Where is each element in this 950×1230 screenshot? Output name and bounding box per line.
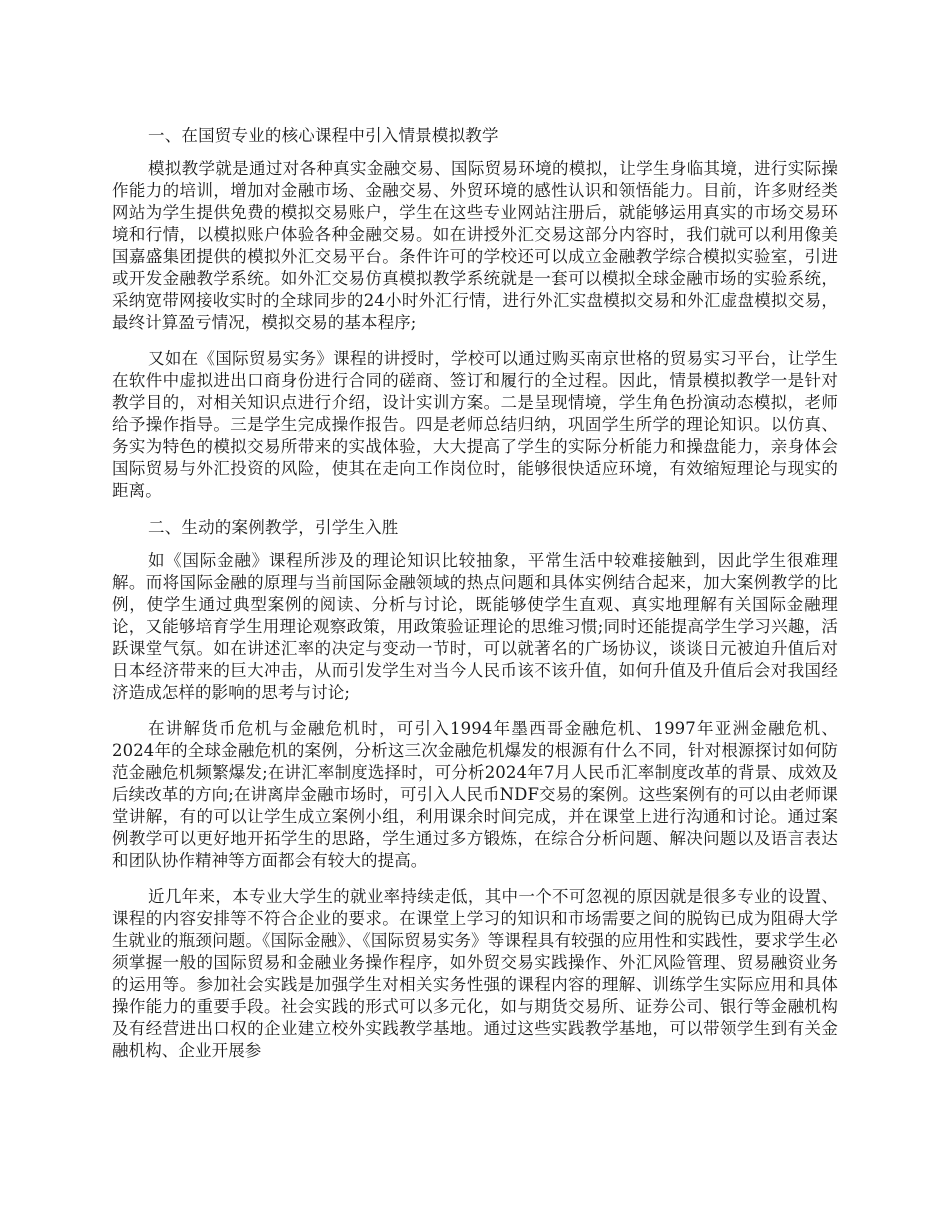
paragraph-3: 如《国际金融》课程所涉及的理论知识比较抽象，平常生活中较难接触到，因此学生很难理解。而将国际金融的原理与当前国际金融领域的热点问题和具体实例结合起来，加大案例教学的比例，使学生通过典型案例的阅读、分析与讨论，既能够使学生直观、真实地理解有关国际金融理论，又能够培育学生用理论观察政策，用政策验证理论的思维习惯;同时还能提高学生学习兴趣，活跃课堂气氛。如在讲述汇率的决定与变动一节时，可以就著名的广场协议，谈谈日元被迫升值后对日本经济带来的巨大冲击，从而引发学生对当今人民币该不该升值，如何升值及升值后会对我国经济造成怎样的影响的思考与讨论;	[112, 551, 838, 702]
paragraph-5: 近几年来，本专业大学生的就业率持续走低，其中一个不可忽视的原因就是很多专业的设置、课程的内容安排等不符合企业的要求。在课堂上学习的知识和市场需要之间的脱钩已成为阻碍大学生就业的瓶颈问题。《国际金融》、《国际贸易实务》等课程具有较强的应用性和实践性，要求学生必须掌握一般的国际贸易和金融业务操作程序，如外贸交易实践操作、外汇风险管理、贸易融资业务的运用等。参加社会实践是加强学生对相关实务性强的课程内容的理解、训练学生实际应用和具体操作能力的重要手段。社会实践的形式可以多元化，如与期货交易所、证券公司、银行等金融机构及有经营进出口权的企业建立校外实践教学基地。通过这些实践教学基地，可以带领学生到有关金融机构、企业开展参	[112, 887, 838, 1060]
section-heading-1: 一、在国贸专业的核心课程中引入情景模拟教学	[148, 126, 499, 145]
paragraph-1: 模拟教学就是通过对各种真实金融交易、国际贸易环境的模拟，让学生身临其境，进行实际操作能力的培训，增加对金融市场、金融交易、外贸环境的感性认识和领悟能力。目前，许多财经类网站为学生提供免费的模拟交易账户，学生在这些专业网站注册后，就能够运用真实的市场交易环境和行情，以模拟账户体验各种金融交易。如在讲授外汇交易这部分内容时，我们就可以利用像美国嘉盛集团提供的模拟外汇交易平台。条件许可的学校还可以成立金融教学综合模拟实验室，引进或开发金融教学系统。如外汇交易仿真模拟教学系统就是一套可以模拟全球金融市场的实验系统，采纳宽带网接收实时的全球同步的24小时外汇行情，进行外汇实盘模拟交易和外汇虚盘模拟交易，最终计算盈亏情况，模拟交易的基本程序;	[112, 159, 838, 332]
paragraph-4: 在讲解货币危机与金融危机时，可引入1994年墨西哥金融危机、1997年亚洲金融危机、2024年的全球金融危机的案例，分析这三次金融危机爆发的根源有什么不同，针对根源探讨如何防范金融危机频繁爆发;在讲汇率制度选择时，可分析2024年7月人民币汇率制度改革的背景、成效及后续改革的方向;在讲离岸金融市场时，可引入人民币NDF交易的案例。这些案例有的可以由老师课堂讲解，有的可以让学生成立案例小组，利用课余时间完成，并在课堂上进行沟通和讨论。通过案例教学可以更好地开拓学生的思路，学生通过多方锻炼，在综合分析问题、解决问题以及语言表达和团队协作精神等方面都会有较大的提高。	[112, 719, 838, 870]
document-body	[112, 124, 838, 1076]
section-heading-2: 二、生动的案例教学，引学生入胜	[148, 518, 399, 537]
paragraph-2: 又如在《国际贸易实务》课程的讲授时，学校可以通过购买南京世格的贸易实习平台，让学生在软件中虚拟进出口商身份进行合同的磋商、签订和履行的全过程。因此，情景模拟教学一是针对教学目的，对相关知识点进行介绍，设计实训方案。二是呈现情境，学生角色扮演动态模拟，老师给予操作指导。三是学生完成操作报告。四是老师总结归纳，巩固学生所学的理论知识。以仿真、务实为特色的模拟交易所带来的实战体验，大大提高了学生的实际分析能力和操盘能力，亲身体会国际贸易与外汇投资的风险，使其在走向工作岗位时，能够很快适应环境，有效缩短理论与现实的距离。	[112, 349, 838, 500]
